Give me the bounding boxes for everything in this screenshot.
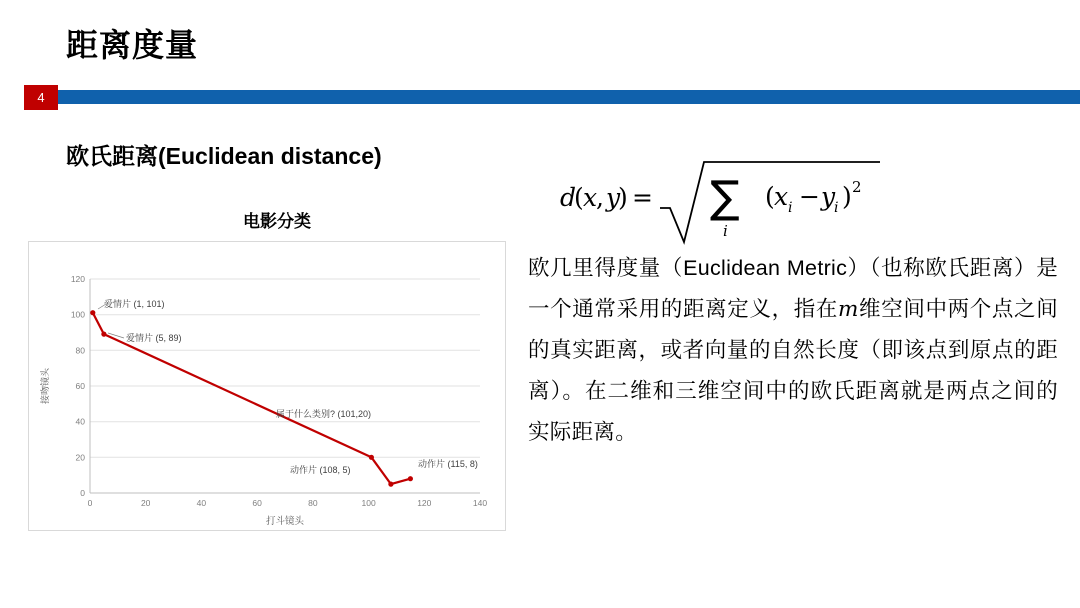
svg-text:接吻镜头: 接吻镜头 [40,367,50,405]
svg-text:(: ( [765,182,775,211]
svg-text:y: y [821,182,836,211]
svg-text:60: 60 [252,498,262,508]
movie-classification-chart [28,207,506,537]
svg-text:): ) [842,182,852,211]
svg-text:x: x [774,182,789,211]
svg-text:60: 60 [75,381,85,391]
svg-text:x: x [583,183,598,212]
svg-text:i: i [723,222,728,240]
slide-left-edge [0,0,10,608]
svg-text:d: d [560,183,577,212]
svg-text:=: = [632,183,653,212]
paragraph-math-var: m [838,297,859,322]
page-number-badge: 4 [24,85,58,110]
svg-text:2: 2 [852,178,862,196]
svg-text:120: 120 [70,274,85,284]
page-title: 距离度量 [66,27,199,63]
paragraph-part-2: 维空间中两个点之间的真实距离，或者向量的自然长度（即该点到原点的距离）。在二维和三维空间中的欧氏距离就是两点之间的实际距离。 [528,297,1058,444]
annotation-label: 爱情片 (5, 89) [126,333,182,343]
svg-text:,: , [596,183,604,212]
svg-text:140: 140 [472,498,488,508]
svg-text:80: 80 [308,498,318,508]
svg-text:i: i [834,200,839,216]
annotation-label: 爱情片 (1, 101) [104,299,165,309]
chart-title: 电影分类 [243,212,311,231]
section-subtitle: 欧氏距离(Euclidean distance) [66,143,382,169]
annotation-label: 动作片 (108, 5) [290,465,351,475]
svg-text:40: 40 [75,416,85,427]
annotation-label: 动作片 (115, 8) [418,459,478,469]
svg-text:−: − [799,182,820,211]
euclidean-distance-formula [560,150,990,245]
svg-text:0: 0 [87,498,93,508]
annotation-label: 属于什么类别? (101,20) [276,409,372,419]
body-paragraph [528,248,1058,453]
svg-text:打斗镜头: 打斗镜头 [265,516,305,527]
svg-text:): ) [618,183,628,212]
formula-svg [560,150,990,250]
svg-text:100: 100 [361,498,376,508]
svg-text:y: y [606,183,621,212]
svg-text:i: i [788,200,793,216]
paragraph-part-1: 欧几里得度量（Euclidean Metric）（也称欧氏距离）是一个通常采用的距离定义，指在 [528,256,1058,321]
svg-text:40: 40 [196,498,207,508]
svg-text:(: ( [574,183,584,212]
svg-text:∑: ∑ [710,172,740,223]
header-divider [58,90,1080,104]
svg-text:100: 100 [70,309,85,320]
svg-text:80: 80 [75,345,85,356]
svg-text:120: 120 [417,498,432,508]
chart-svg [28,241,506,531]
svg-text:20: 20 [75,452,85,463]
svg-text:0: 0 [80,488,85,498]
svg-text:20: 20 [140,498,151,508]
